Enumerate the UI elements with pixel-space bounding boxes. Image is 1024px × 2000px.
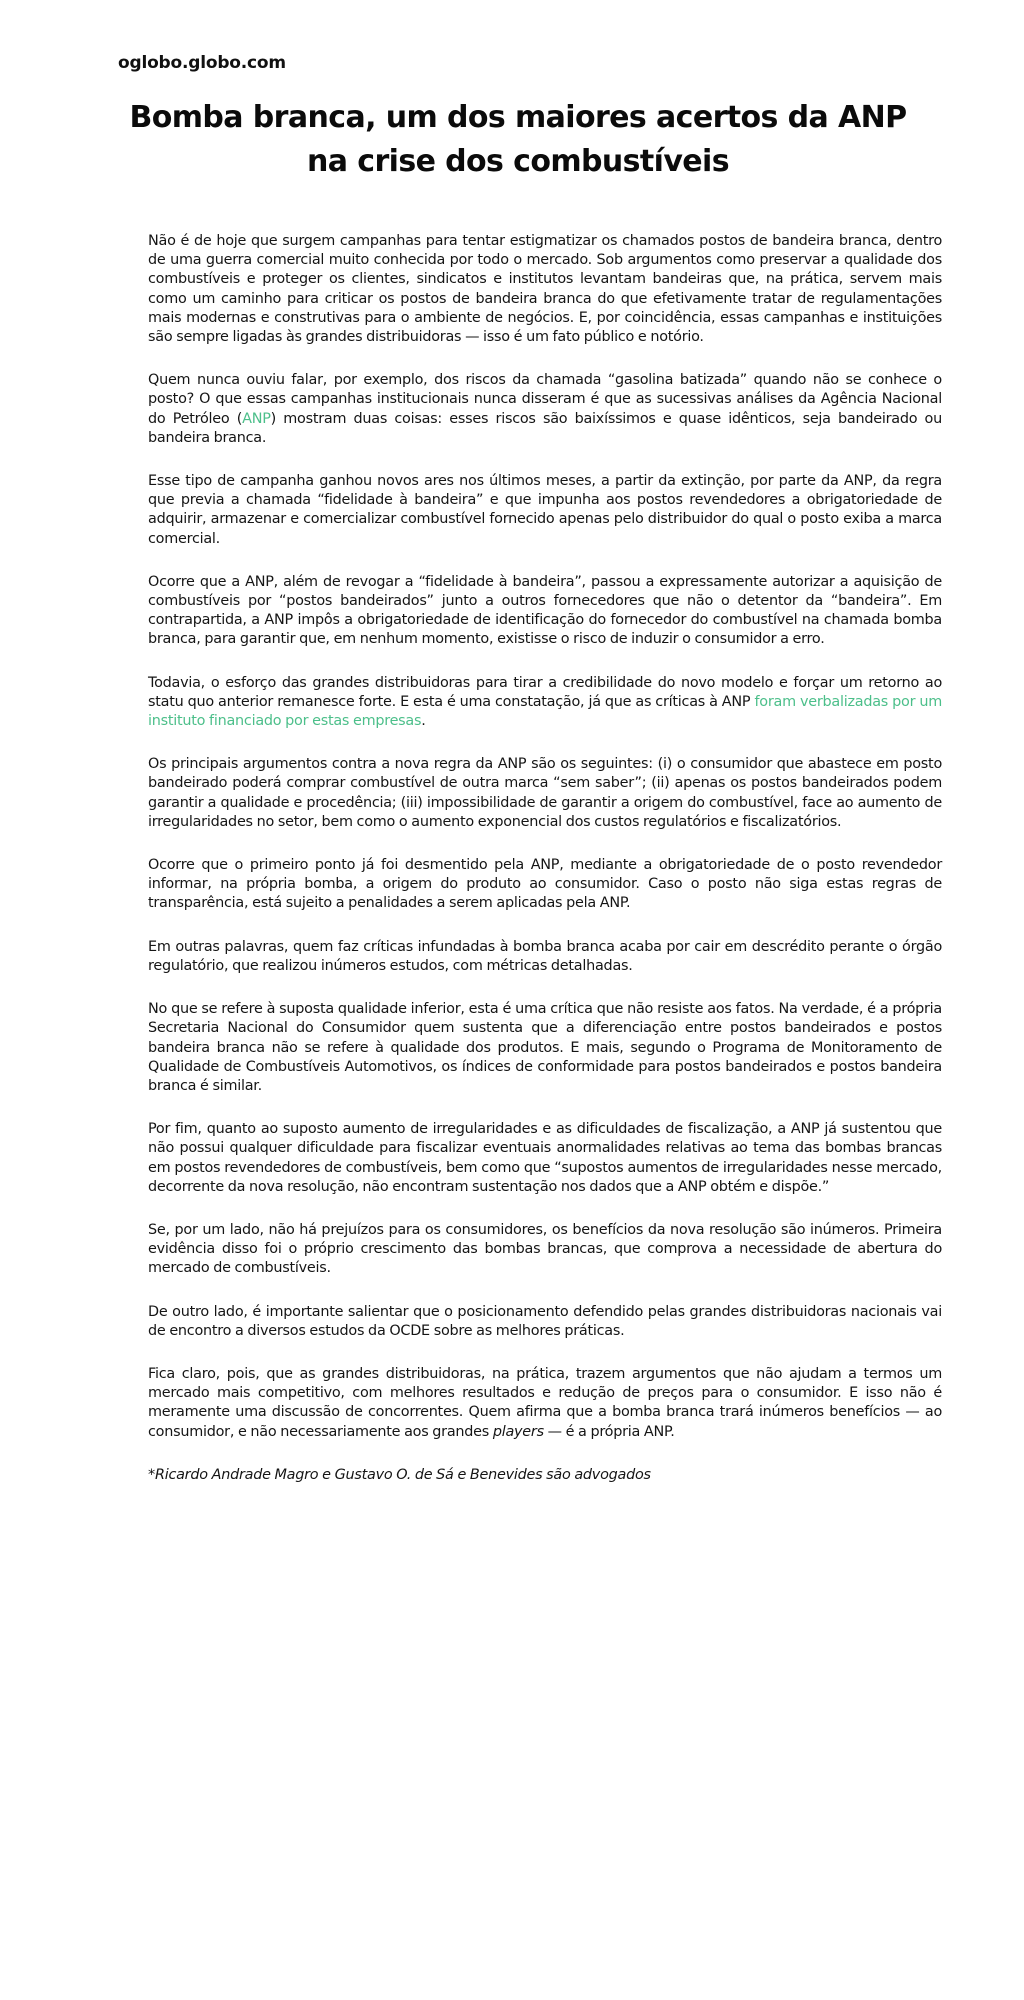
paragraph-1: Não é de hoje que surgem campanhas para tentar estigmatizar os chamados postos de bandeira branca, dentro de uma guerra comercial muito conhecida por todo o mercado. Sob argumentos como preservar a qualidade dos combustíveis e proteger os clientes, sindicatos e institutos levantam bandeiras que, na prática, servem mais como um caminho para criticar os postos de bandeira branca do que efetivamente tratar de regulamentações mais modernas e construtivas para o ambiente de negócios. E, por coincidência, essas campanhas e instituições são sempre ligadas às grandes distribuidoras — isso é um fato público e notório. (148, 233, 942, 346)
paragraph-11: Se, por um lado, não há prejuízos para os consumidores, os benefícios da nova resolução são inúmeros. Primeira evidência disso foi o próprio crescimento das bombas brancas, que comprova a necessidade de abertura do mercado de combustíveis. (148, 1221, 942, 1277)
paragraph-7: Ocorre que o primeiro ponto já foi desmentido pela ANP, mediante a obrigatoriedade de o posto revendedor informar, na própria bomba, a origem do produto ao consumidor. Caso o posto não siga estas regras de transparência, está sujeito a penalidades a serem aplicadas pela ANP. (148, 857, 942, 912)
paragraph-2-before: Quem nunca ouviu falar, por exemplo, dos riscos da chamada “gasolina batizada” quando não se conhece o posto? O que essas campanhas institucionais nunca disseram é que as sucessivas análises da Agência Nacional do Petróleo ( (148, 372, 942, 427)
paragraph-5 (148, 674, 942, 732)
paragraph-5-after: . (421, 713, 426, 730)
paragraph-6: Os principais argumentos contra a nova regra da ANP são os seguintes: (i) o consumidor que abastece em posto bandeirado poderá comprar combustível de outra marca “sem saber”; (ii) apenas os postos bandeirados podem garantir a qualidade e procedência; (iii) impossibilidade de garantir a origem do combustível, face ao aumento de irregularidades no setor, bem como o aumento exponencial dos custos regulatórios e fiscalizatórios. (148, 756, 942, 830)
paragraph-9: No que se refere à suposta qualidade inferior, esta é uma crítica que não resiste aos fatos. Na verdade, é a própria Secretaria Nacional do Consumidor quem sustenta que a diferenciação entre postos bandeirados e postos bandeira branca não se refere à qualidade dos produtos. E mais, segundo o Programa de Monitoramento de Qualidade de Combustíveis Automotivos, os índices de conformidade para postos bandeirados e postos bandeira branca é similar. (148, 1001, 942, 1094)
players-emphasis: players (492, 1423, 544, 1440)
site-domain: oglobo.globo.com (118, 53, 286, 73)
paragraph-12: De outro lado, é importante salientar que o posicionamento defendido pelas grandes distribuidoras nacionais vai de encontro a diversos estudos da OCDE sobre as melhores práticas. (148, 1303, 942, 1339)
paragraph-8: Em outras palavras, quem faz críticas infundadas à bomba branca acaba por cair em descrédito perante o órgão regulatório, que realizou inúmeros estudos, com métricas detalhadas. (148, 938, 942, 974)
article-body (148, 232, 942, 1509)
paragraph-13-before: Fica claro, pois, que as grandes distribuidoras, na prática, trazem argumentos que não ajudam a termos um mercado mais competitivo, com melhores resultados e redução de preços para o consumidor. E isso não é meramente uma discussão de concorrentes. Quem afirma que a bomba branca trará inúmeros benefícios — ao consumidor, e não necessariamente aos grandes (148, 1365, 942, 1440)
paragraph-2-after: ) mostram duas coisas: esses riscos são baixíssimos e quase idênticos, seja bandeirado ou bandeira branca. (148, 410, 942, 446)
paragraph-3: Esse tipo de campanha ganhou novos ares nos últimos meses, a partir da extinção, por parte da ANP, da regra que previa a chamada “fidelidade à bandeira” e que impunha aos postos revendedores a obrigatoriedade de adquirir, armazenar e comercializar combustível fornecido apenas pelo distribuidor do qual o posto exiba a marca comercial. (148, 473, 942, 547)
author-byline: *Ricardo Andrade Magro e Gustavo O. de Sá e Benevides são advogados (148, 1466, 651, 1483)
paragraph-13-after: — é a própria ANP. (543, 1423, 675, 1440)
institute-link[interactable]: foram verbalizadas por um instituto financiado por estas empresas (148, 693, 942, 730)
anp-link[interactable]: ANP (242, 410, 271, 427)
paragraph-5-before: Todavia, o esforço das grandes distribuidoras para tirar a credibilidade do novo modelo e forçar um retorno ao statu quo anterior remanesce forte. E esta é uma constatação, já que as críticas à ANP (148, 674, 942, 710)
article-headline: Bomba branca, um dos maiores acertos da ANP na crise dos combustíveis (129, 100, 907, 179)
paragraph-4: Ocorre que a ANP, além de revogar a “fidelidade à bandeira”, passou a expressamente autorizar a aquisição de combustíveis por “postos bandeirados” junto a outros fornecedores que não o detentor da “bandeira”. Em contrapartida, a ANP impôs a obrigatoriedade de identificação do fornecedor do combustível na chamada bomba branca, para garantir que, em nenhum momento, existisse o risco de induzir o consumidor a erro. (148, 573, 942, 648)
paragraph-10: Por fim, quanto ao suposto aumento de irregularidades e as dificuldades de fiscalização, a ANP já sustentou que não possui qualquer dificuldade para fiscalizar eventuais anormalidades relativas ao tema das bombas brancas em postos revendedores de combustíveis, bem como que “supostos aumentos de irregularidades nesse mercado, decorrente da nova resolução, não encontram sustentação nos dados que a ANP obtém e dispõe.” (148, 1121, 942, 1195)
paragraph-13 (148, 1365, 942, 1442)
paragraph-2 (148, 371, 942, 448)
